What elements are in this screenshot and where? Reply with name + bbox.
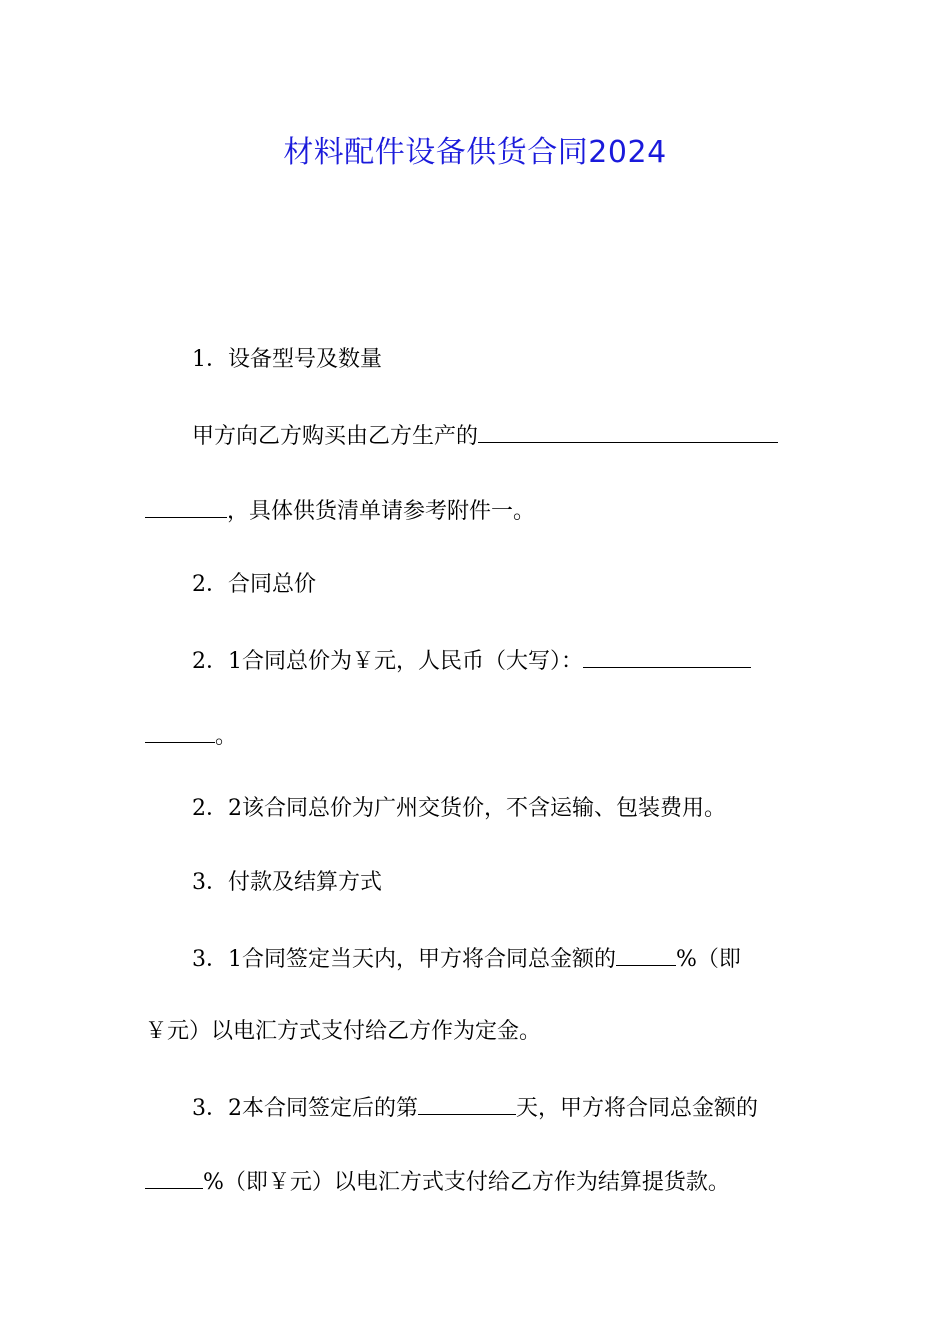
paragraph (145, 495, 815, 527)
paragraph (145, 1092, 862, 1124)
paragraph-text: 3．付款及结算方式 (192, 870, 382, 895)
fill-in-blank (145, 495, 227, 518)
paragraph (145, 794, 862, 824)
paragraph-text: 3．2本合同签定后的第 (192, 1096, 418, 1121)
fill-in-blank (145, 1166, 203, 1189)
paragraph (145, 645, 862, 677)
fill-in-blank (478, 420, 778, 443)
paragraph-text: %（即￥元）以电汇方式支付给乙方作为结算提货款。 (203, 1170, 730, 1195)
section-heading (145, 570, 862, 600)
fill-in-blank (145, 720, 215, 743)
paragraph-text: 2．2该合同总价为广州交货价，不含运输、包装费用。 (192, 796, 726, 821)
paragraph-text: 天，甲方将合同总金额的 (516, 1096, 759, 1121)
paragraph (145, 1166, 815, 1198)
paragraph-text: 2．合同总价 (192, 572, 316, 597)
fill-in-blank (583, 645, 751, 668)
document-title: 材料配件设备供货合同2024 (283, 135, 667, 170)
section-heading (145, 345, 862, 375)
paragraph (145, 943, 862, 975)
paragraph-text: 1．设备型号及数量 (192, 347, 382, 372)
fill-in-blank (418, 1092, 516, 1115)
paragraph-text: 3．1合同签定当天内，甲方将合同总金额的 (192, 947, 616, 972)
paragraph (145, 1017, 815, 1047)
paragraph (145, 420, 862, 452)
paragraph-text: ，具体供货清单请参考附件一。 (227, 499, 536, 524)
paragraph-text: 。 (215, 724, 238, 749)
fill-in-blank (616, 943, 676, 966)
paragraph-text: 甲方向乙方购买由乙方生产的 (192, 424, 479, 449)
section-heading (145, 868, 862, 898)
paragraph (145, 720, 815, 752)
paragraph-text: ￥元）以电汇方式支付给乙方作为定金。 (145, 1019, 542, 1044)
paragraph-text: 2．1合同总价为￥元，人民币（大写）： (192, 649, 583, 674)
paragraph-text: %（即 (676, 947, 741, 972)
